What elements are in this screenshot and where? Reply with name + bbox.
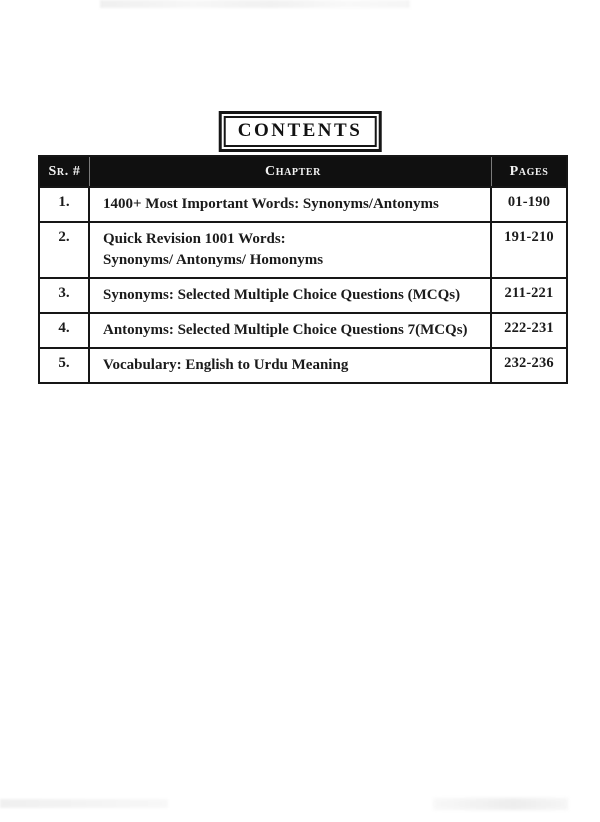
row-sr: 5. [40,349,90,382]
chapter-line: 1400+ Most Important Words: Synonyms/Antonyms [103,196,439,212]
table-body [40,188,566,382]
row-pages: 01-190 [507,194,551,210]
page-title: CONTENTS [224,116,377,147]
row-chapter [90,223,492,277]
header-chapter: Chapter [90,157,492,186]
row-sr: 1. [40,188,90,221]
table-header-row [40,157,566,188]
table-row [40,188,566,223]
scan-smudge-top [100,0,410,8]
row-chapter [90,188,492,221]
row-pages: 191-210 [504,229,554,245]
header-sr: Sr. # [40,157,90,186]
row-chapter [90,349,492,382]
header-pages: Pages [509,163,549,179]
row-sr: 3. [40,279,90,312]
table-row [40,349,566,382]
chapter-line: Synonyms: Selected Multiple Choice Questions (MCQs) [103,287,461,303]
scan-smudge-bottom-left [0,799,168,808]
row-pages: 211-221 [504,285,554,301]
row-pages: 222-231 [504,320,554,336]
contents-table [38,155,568,384]
chapter-line: Quick Revision 1001 Words: [103,231,286,247]
contents-title-box [219,111,382,152]
row-chapter [90,279,492,312]
chapter-line: Synonyms/ Antonyms/ Homonyms [103,252,324,268]
row-chapter [90,314,492,347]
row-sr: 2. [40,223,90,277]
row-pages: 232-236 [504,355,554,371]
table-row [40,279,566,314]
chapter-line: Antonyms: Selected Multiple Choice Questions 7(MCQs) [103,322,468,338]
table-row [40,314,566,349]
chapter-line: Vocabulary: English to Urdu Meaning [103,357,349,373]
row-sr: 4. [40,314,90,347]
scan-smudge-bottom-right [433,798,568,810]
table-row [40,223,566,279]
